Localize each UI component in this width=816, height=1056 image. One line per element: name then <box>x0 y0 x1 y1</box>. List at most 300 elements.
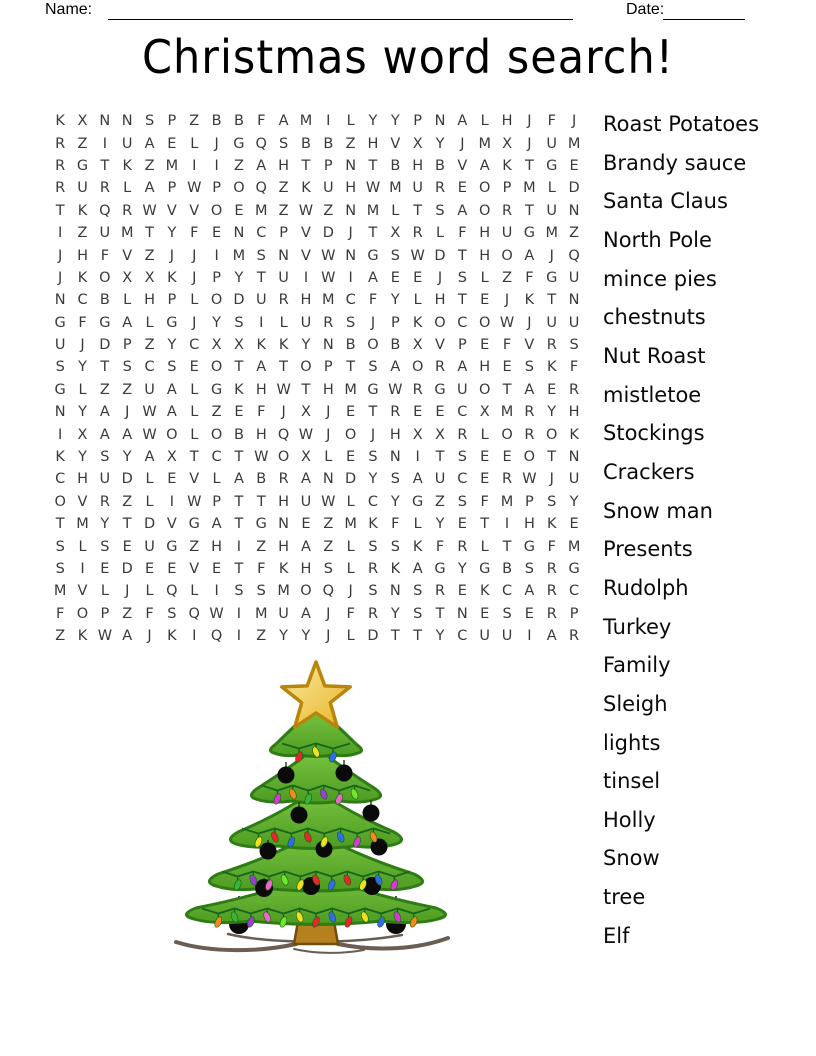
grid-cell: L <box>123 180 132 197</box>
grid-cell: U <box>300 314 312 331</box>
grid-cell: V <box>189 561 200 577</box>
grid-cell: K <box>256 337 267 354</box>
grid-cell: W <box>298 426 314 443</box>
grid-cell: S <box>368 359 378 376</box>
grid-cell: L <box>480 269 489 286</box>
grid-cell: T <box>234 493 244 510</box>
grid-cell: H <box>367 135 379 152</box>
grid-cell: T <box>189 449 199 466</box>
grid-cell: S <box>368 538 378 555</box>
grid-cell: J <box>527 135 532 152</box>
grid-cell: W <box>142 202 157 219</box>
grid-cell: I <box>236 605 242 622</box>
grid-cell: R <box>546 583 557 600</box>
bauble <box>260 843 277 860</box>
bauble <box>363 805 380 822</box>
grid-cell: E <box>480 471 490 488</box>
grid-cell: C <box>144 359 155 376</box>
grid-cell: W <box>388 381 403 398</box>
grid-cell: M <box>277 583 290 600</box>
grid-cell: R <box>412 225 423 242</box>
word-list-item: Snow <box>603 846 660 871</box>
grid-cell: U <box>99 471 111 488</box>
grid-cell: J <box>58 247 63 264</box>
grid-cell: W <box>499 314 515 331</box>
grid-cell: X <box>122 269 133 286</box>
grid-cell: P <box>502 180 512 197</box>
grid-cell: W <box>522 471 537 488</box>
grid-cell: F <box>257 113 266 130</box>
grid-cell: E <box>547 381 557 398</box>
christmas-tree-illustration <box>166 658 458 958</box>
grid-cell: V <box>189 471 200 488</box>
grid-cell: R <box>434 359 446 376</box>
grid-cell: N <box>389 583 401 600</box>
grid-cell: Z <box>189 538 200 555</box>
grid-cell: N <box>278 516 290 533</box>
grid-cell: A <box>300 605 311 622</box>
grid-cell: L <box>346 538 355 555</box>
grid-cell: H <box>501 113 513 130</box>
grid-cell: J <box>58 269 63 286</box>
grid-cell: T <box>301 381 311 398</box>
grid-cell: L <box>145 583 154 600</box>
grid-cell: J <box>80 337 85 354</box>
grid-cell: K <box>301 180 311 197</box>
grid-cell: Y <box>390 113 400 130</box>
grid-cell: T <box>301 157 311 174</box>
grid-cell: T <box>457 247 467 264</box>
grid-cell: F <box>480 493 489 510</box>
grid-cell: Y <box>234 269 244 286</box>
grid-cell: V <box>189 202 200 219</box>
grid-cell: Y <box>212 314 221 331</box>
grid-cell: E <box>234 404 244 421</box>
grid-cell: A <box>457 202 468 219</box>
grid-cell: X <box>435 426 445 443</box>
grid-cell: A <box>166 404 177 421</box>
grid-cell: J <box>549 247 554 264</box>
grid-cell: J <box>125 404 130 421</box>
grid-cell: E <box>502 449 512 466</box>
grid-cell: W <box>254 449 269 466</box>
grid-cell: M <box>255 202 268 219</box>
grid-cell: Y <box>78 359 87 376</box>
grid-cell: P <box>323 157 333 174</box>
grid-cell: E <box>390 269 400 286</box>
word-list-item: Stockings <box>603 421 705 446</box>
grid-cell: T <box>547 449 557 466</box>
word-list-item: Elf <box>603 923 630 948</box>
grid-cell: S <box>457 493 467 510</box>
grid-cell: W <box>298 202 314 219</box>
grid-cell: N <box>568 449 580 466</box>
grid-cell: T <box>547 292 557 309</box>
word-list-item: tree <box>603 885 646 910</box>
grid-cell: X <box>412 426 423 443</box>
grid-cell: P <box>413 113 423 130</box>
grid-cell: Y <box>78 449 87 466</box>
grid-cell: R <box>457 426 468 443</box>
grid-cell: X <box>77 113 88 130</box>
grid-cell: T <box>502 381 512 398</box>
grid-cell: E <box>144 561 155 577</box>
grid-cell: H <box>77 471 88 488</box>
grid-cell: P <box>212 180 221 197</box>
grid-cell: Y <box>390 493 400 510</box>
grid-cell: K <box>412 538 423 555</box>
grid-cell: H <box>278 538 290 555</box>
grid-cell: L <box>190 381 199 398</box>
grid-cell: U <box>278 269 289 286</box>
grid-cell: Y <box>100 516 110 533</box>
grid-cell: T <box>368 157 378 174</box>
grid-cell: T <box>234 359 244 376</box>
grid-cell: A <box>524 583 535 600</box>
grid-cell: L <box>279 314 288 331</box>
grid-cell: X <box>412 135 423 152</box>
grid-cell: D <box>99 337 111 354</box>
grid-cell: S <box>502 605 512 622</box>
grid-cell: X <box>211 337 222 354</box>
grid-cell: A <box>122 314 133 331</box>
grid-cell: F <box>190 225 199 242</box>
grid-cell: R <box>323 314 334 331</box>
grid-cell: R <box>278 471 289 488</box>
grid-cell: H <box>479 247 491 264</box>
grid-cell: U <box>144 538 155 555</box>
grid-cell: J <box>326 628 331 645</box>
grid-cell: T <box>368 225 378 242</box>
grid-cell: L <box>413 516 422 533</box>
grid-cell: N <box>99 113 111 130</box>
bauble <box>291 807 308 824</box>
date-blank-line <box>663 1 745 20</box>
grid-cell: E <box>346 449 356 466</box>
grid-cell: W <box>187 180 202 197</box>
grid-cell: X <box>300 449 311 466</box>
grid-cell: B <box>233 113 244 130</box>
grid-cell: C <box>457 404 468 421</box>
grid-cell: R <box>99 180 110 197</box>
grid-cell: F <box>145 605 154 622</box>
grid-cell: O <box>478 202 491 219</box>
grid-cell: Y <box>457 561 467 577</box>
grid-cell: L <box>346 493 355 510</box>
grid-cell: A <box>412 561 423 577</box>
grid-cell: V <box>300 225 311 242</box>
grid-cell: I <box>504 516 510 533</box>
grid-cell: M <box>255 605 268 622</box>
grid-cell: H <box>300 561 312 577</box>
grid-cell: G <box>412 493 424 510</box>
grid-cell: H <box>278 493 290 510</box>
grid-cell: D <box>568 180 580 197</box>
grid-cell: I <box>236 538 242 555</box>
grid-cell: T <box>346 359 356 376</box>
grid-cell: E <box>569 516 579 533</box>
grid-cell: U <box>99 225 111 242</box>
grid-cell: W <box>142 404 157 421</box>
grid-cell: E <box>301 516 311 533</box>
grid-cell: G <box>523 538 536 555</box>
grid-cell: Z <box>189 113 200 130</box>
grid-cell: R <box>55 157 66 174</box>
grid-cell: W <box>276 381 291 398</box>
grid-cell: J <box>147 628 152 645</box>
grid-cell: A <box>166 381 177 398</box>
grid-cell: H <box>479 225 491 242</box>
grid-cell: Y <box>547 404 557 421</box>
grid-cell: Y <box>122 449 132 466</box>
grid-cell: E <box>480 449 490 466</box>
grid-cell: X <box>502 135 513 152</box>
grid-cell: S <box>368 449 378 466</box>
grid-cell: K <box>278 337 289 354</box>
grid-cell: R <box>546 561 557 577</box>
grid-cell: E <box>480 292 490 309</box>
word-list-item: Snow man <box>603 498 713 523</box>
christmas-tree-svg <box>166 658 458 958</box>
grid-cell: P <box>323 359 333 376</box>
grid-cell: P <box>100 605 110 622</box>
grid-cell: S <box>457 449 467 466</box>
grid-cell: Q <box>255 135 267 152</box>
word-search-grid <box>49 110 585 647</box>
grid-cell: V <box>77 493 88 510</box>
grid-cell: A <box>524 247 535 264</box>
grid-cell: V <box>390 135 401 152</box>
grid-cell: J <box>571 113 577 130</box>
grid-cell: K <box>479 583 490 600</box>
grid-cell: Z <box>278 180 289 197</box>
grid-cell: G <box>546 157 558 174</box>
grid-cell: K <box>167 628 177 645</box>
grid-cell: G <box>166 538 178 555</box>
grid-cell: E <box>457 180 467 197</box>
grid-cell: Z <box>323 538 334 555</box>
grid-cell: A <box>99 404 110 421</box>
grid-cell: I <box>415 449 420 466</box>
grid-cell: M <box>366 202 380 219</box>
date-label: Date: <box>626 1 665 18</box>
grid-cell: L <box>413 292 422 309</box>
grid-cell: H <box>278 157 290 174</box>
grid-cell: G <box>434 381 446 398</box>
grid-cell: D <box>322 225 334 242</box>
grid-cell: T <box>502 538 512 555</box>
grid-cell: J <box>549 471 554 488</box>
grid-cell: K <box>368 516 378 533</box>
grid-cell: P <box>279 225 288 242</box>
grid-cell: S <box>413 583 423 600</box>
grid-cell: K <box>55 113 65 130</box>
grid-cell: S <box>100 449 110 466</box>
grid-cell: J <box>326 404 331 421</box>
grid-cell: R <box>367 561 379 577</box>
grid-cell: I <box>58 426 63 443</box>
grid-cell: N <box>434 113 446 130</box>
grid-cell: L <box>480 538 489 555</box>
grid-cell: T <box>55 516 65 533</box>
grid-cell: S <box>569 337 579 354</box>
grid-cell: S <box>167 359 177 376</box>
grid-cell: R <box>524 426 535 443</box>
grid-cell: H <box>211 538 223 555</box>
grid-cell: S <box>144 113 155 130</box>
grid-cell: L <box>346 561 355 577</box>
grid-cell: Z <box>345 135 356 152</box>
grid-cell: W <box>365 180 381 197</box>
word-list-item: Sleigh <box>603 691 668 716</box>
grid-cell: B <box>256 471 267 488</box>
grid-cell: J <box>125 583 130 600</box>
grid-cell: Q <box>568 247 580 264</box>
grid-cell: Q <box>322 583 334 600</box>
grid-cell: F <box>257 561 266 577</box>
grid-cell: C <box>457 471 468 488</box>
grid-cell: I <box>214 157 219 174</box>
grid-cell: R <box>412 381 423 398</box>
grid-cell: O <box>210 426 223 443</box>
grid-cell: X <box>412 337 423 354</box>
grid-cell: R <box>55 135 66 152</box>
grid-cell: E <box>480 337 490 354</box>
grid-cell: T <box>145 225 154 242</box>
grid-cell: G <box>99 314 111 331</box>
grid-cell: C <box>501 583 513 600</box>
grid-cell: A <box>122 628 133 645</box>
grid-cell: A <box>278 113 289 130</box>
grid-cell: H <box>389 426 401 443</box>
grid-cell: U <box>501 628 513 645</box>
grid-cell: L <box>547 180 556 197</box>
word-list-item: Roast Potatoes <box>603 112 760 136</box>
grid-cell: T <box>279 359 289 376</box>
grid-cell: S <box>234 583 244 600</box>
grid-cell: U <box>568 269 580 286</box>
grid-cell: O <box>367 337 379 354</box>
grid-cell: B <box>233 426 244 443</box>
grid-cell: E <box>569 157 579 174</box>
grid-cell: S <box>390 538 400 555</box>
grid-cell: O <box>233 180 245 197</box>
grid-cell: H <box>479 359 491 376</box>
grid-cell: U <box>278 605 289 622</box>
grid-cell: X <box>166 449 177 466</box>
grid-cell: L <box>324 449 333 466</box>
grid-cell: U <box>54 337 66 354</box>
grid-cell: W <box>410 247 425 264</box>
grid-cell: S <box>346 314 356 331</box>
grid-cell: L <box>190 426 199 443</box>
grid-cell: J <box>527 314 532 331</box>
grid-cell: V <box>435 337 445 354</box>
grid-cell: O <box>501 247 513 264</box>
grid-cell: A <box>256 157 267 174</box>
grid-cell: B <box>502 561 513 577</box>
grid-cell: U <box>457 381 468 398</box>
grid-cell: F <box>391 516 400 533</box>
grid-cell: J <box>281 404 286 421</box>
grid-cell: K <box>569 426 579 443</box>
grid-cell: K <box>167 269 177 286</box>
grid-cell: O <box>411 359 424 376</box>
grid-cell: W <box>142 426 157 443</box>
word-list-item: Crackers <box>603 459 695 484</box>
grid-cell: U <box>546 202 558 219</box>
grid-cell: M <box>53 583 67 600</box>
grid-cell: S <box>413 605 423 622</box>
grid-cell: N <box>54 404 66 421</box>
grid-cell: B <box>323 135 334 152</box>
grid-cell: U <box>121 135 133 152</box>
grid-cell: A <box>479 157 490 174</box>
grid-cell: K <box>412 314 423 331</box>
grid-cell: E <box>167 471 177 488</box>
grid-cell: I <box>236 628 242 645</box>
grid-cell: R <box>434 180 446 197</box>
grid-cell: Y <box>78 404 87 421</box>
grid-cell: E <box>457 516 467 533</box>
grid-cell: B <box>435 157 445 174</box>
grid-cell: U <box>546 135 558 152</box>
grid-cell: T <box>435 605 445 622</box>
grid-cell: J <box>192 247 197 264</box>
grid-cell: T <box>100 157 110 174</box>
grid-cell: E <box>189 359 199 376</box>
grid-cell: J <box>437 269 443 286</box>
grid-cell: N <box>568 292 580 309</box>
grid-cell: Y <box>368 471 378 488</box>
grid-cell: S <box>323 561 333 577</box>
grid-cell: Z <box>569 225 580 242</box>
grid-cell: Z <box>144 337 155 354</box>
grid-cell: V <box>524 337 535 354</box>
grid-cell: W <box>97 628 113 645</box>
grid-cell: X <box>390 225 401 242</box>
grid-cell: G <box>210 381 223 398</box>
grid-cell: J <box>348 225 353 242</box>
grid-cell: G <box>54 381 66 398</box>
grid-cell: F <box>346 605 355 622</box>
grid-cell: A <box>457 359 468 376</box>
grid-cell: G <box>166 314 178 331</box>
grid-cell: S <box>256 247 266 264</box>
grid-cell: B <box>300 135 311 152</box>
grid-cell: E <box>100 561 110 577</box>
grid-cell: O <box>478 381 491 398</box>
grid-cell: Z <box>122 605 133 622</box>
ground-line <box>176 942 296 950</box>
grid-cell: I <box>527 628 532 645</box>
grid-cell: T <box>413 628 423 645</box>
grid-cell: R <box>390 404 401 421</box>
grid-cell: Z <box>122 493 133 510</box>
grid-cell: E <box>435 404 445 421</box>
grid-cell: M <box>389 180 402 197</box>
grid-cell: P <box>569 605 579 622</box>
grid-cell: O <box>300 583 312 600</box>
grid-cell: T <box>480 516 490 533</box>
grid-cell: H <box>300 292 312 309</box>
grid-cell: Q <box>255 180 267 197</box>
grid-cell: U <box>144 381 155 398</box>
grid-cell: H <box>523 516 535 533</box>
grid-cell: K <box>278 561 289 577</box>
grid-cell: O <box>277 449 290 466</box>
grid-cell: L <box>212 471 221 488</box>
